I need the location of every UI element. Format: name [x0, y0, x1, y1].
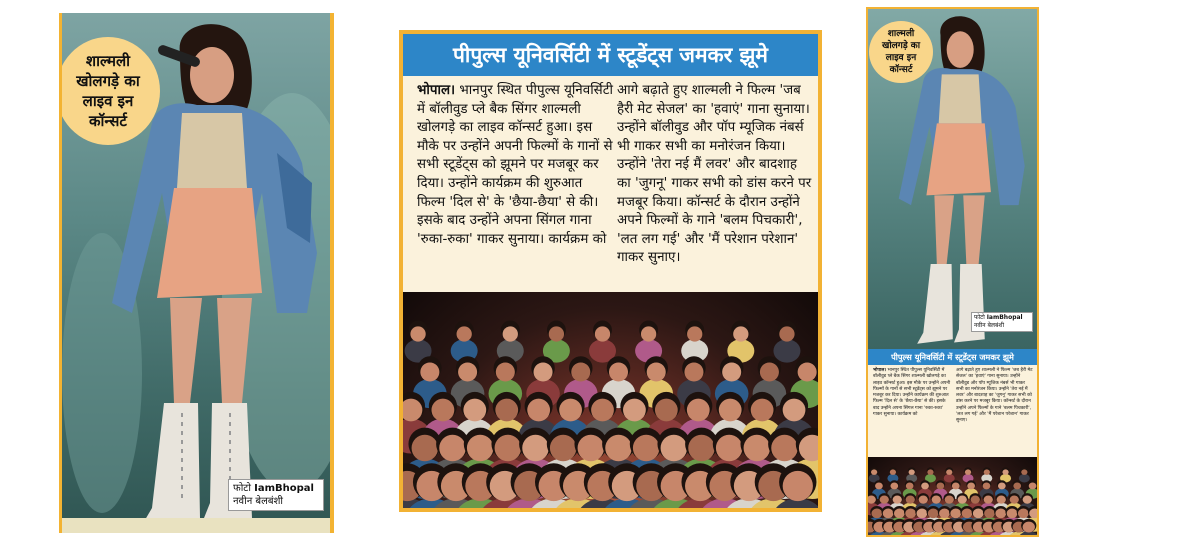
mini-photo-handle: IamBhopal	[986, 314, 1023, 321]
photo-handle: IamBhopal	[254, 483, 314, 494]
article-dateline: भोपाल।	[417, 83, 456, 98]
mini-singer-photo	[868, 9, 1037, 349]
article-column-1-text: भानपुर स्थित पीपुल्स यूनिवर्सिटी में बॉलीवुड प्ले बैक सिंगर शाल्मली खोलगड़े का लाइव कॉन्सर्ट हुआ। इस मौके पर उन्होंने अपनी फिल्मों के गानों से सभी स्टूडेंट्स को झूमने पर मजबूर कर दिया। उन्होंने कार्यक्रम की शुरुआत फिल्म 'दिल से' के 'छैया-छैया' से की। इसके बाद उन्होंने अपना सिंगल गाना 'रुका-रुका' गाकर सुनाया। कार्यक्रम को	[417, 83, 613, 247]
mini-headline: पीपुल्स यूनिवर्सिटी में स्टूडेंट्स जमकर झूमे	[868, 349, 1037, 365]
mini-photo-label: फोटो	[974, 314, 985, 321]
article-column-2: आगे बढ़ाते हुए शाल्मली ने फिल्म 'जब हैरी मेट सेजल' का 'हवाएं' गाना सुनाया। उन्होंने बॉलीवुड और पॉप म्यूजिक नंबर्स भी गाकर सभी का मनोरंजन किया। उन्होंने 'तेरा नई मैं लवर' और बादशाह का 'जुगनू' गाकर सभी को डांस करने पर मजबूर किया। कॉन्सर्ट के दौरान उन्होंने अपने फिल्मों के गाने 'बलम पिचकारी', 'लत लग गई' और 'मैं परेशान परेशान' गाकर सुनाए।	[617, 83, 812, 266]
singer-photo-panel	[59, 13, 334, 533]
mini-crowd-photo	[868, 457, 1037, 535]
callout-bubble: शाल्मली खोलगड़े का लाइव इन कॉन्सर्ट	[59, 37, 160, 145]
article-column-1	[417, 82, 613, 249]
mini-column-1-text: भानपुर स्थित पीपुल्स यूनिवर्सिटी में बॉलीवुड प्ले बैक सिंगर शाल्मली खोलगड़े का लाइव कॉन्सर्ट हुआ। इस मौके पर उन्होंने अपनी फिल्मों के गानों से सभी स्टूडेंट्स को झूमने पर मजबूर कर दिया। उन्होंने कार्यक्रम की शुरुआत फिल्म 'दिल से' के 'छैया-छैया' से की। इसके बाद उन्होंने अपना सिंगल गाना 'रुका-रुका' गाकर सुनाया। कार्यक्रम को	[873, 368, 951, 418]
article-clipping	[399, 30, 822, 512]
photo-credit	[228, 479, 324, 511]
mini-crowd-illustration	[868, 457, 1037, 535]
crowd-illustration	[403, 292, 818, 508]
mini-dateline: भोपाल।	[873, 368, 887, 373]
mini-photo-credit	[971, 312, 1033, 332]
mini-column-2: आगे बढ़ाते हुए शाल्मली ने फिल्म 'जब हैरी मेट सेजल' का 'हवाएं' गाना सुनाया। उन्होंने बॉलीवुड और पॉप म्यूजिक नंबर्स भी गाकर सभी का मनोरंजन किया। उन्होंने 'तेरा नई मैं लवर' और बादशाह का 'जुगनू' गाकर सभी को डांस करने पर मजबूर किया। कॉन्सर्ट के दौरान उन्होंने अपने फिल्मों के गाने 'बलम पिचकारी', 'लत लग गई' और 'मैं परेशान परेशान' गाकर सुनाए।	[956, 368, 1033, 424]
article-headline: पीपुल्स यूनिवर्सिटी में स्टूडेंट्स जमकर झूमे	[403, 34, 818, 76]
mini-page-panel	[866, 7, 1039, 537]
mini-photographer-name: नवीन बेलबंशी	[974, 322, 1005, 329]
crowd-photo	[403, 292, 818, 508]
mini-column-1	[873, 368, 951, 418]
photographer-name: नवीन बेलबंशी	[233, 496, 284, 507]
mini-callout-bubble: शाल्मली खोलगड़े का लाइव इन कॉन्सर्ट	[869, 21, 933, 83]
photo-label: फोटो	[233, 483, 251, 494]
